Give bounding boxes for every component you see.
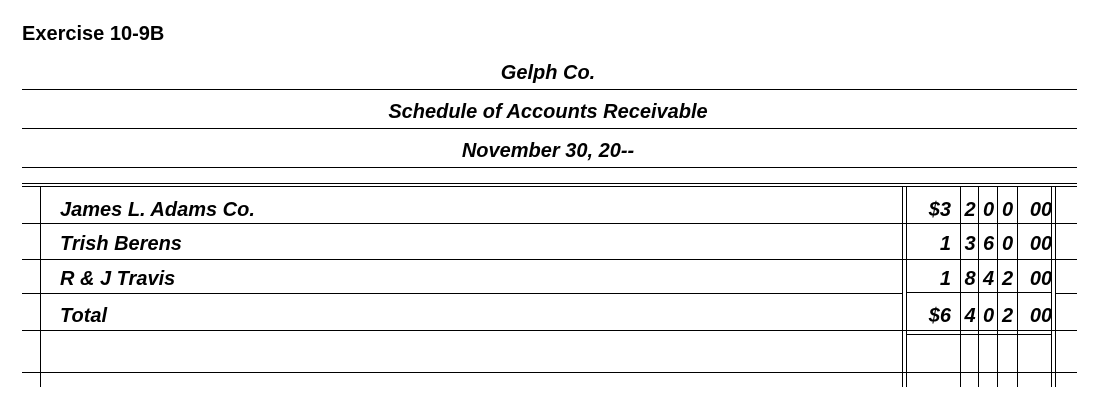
account-name-travis: R & J Travis xyxy=(60,268,176,290)
amount-digit: 8 xyxy=(964,268,976,290)
table-top-rule xyxy=(22,183,1077,187)
row-rule-2 xyxy=(22,259,1077,260)
heading-rule-1 xyxy=(22,89,1077,90)
total-double-underline xyxy=(906,334,1052,335)
account-name-berens: Trish Berens xyxy=(60,233,182,255)
amount-dollars: 1 xyxy=(939,233,951,255)
amount-travis xyxy=(906,267,1053,291)
amount-digit: 3 xyxy=(964,233,976,255)
amount-digit: 2 xyxy=(1001,268,1014,290)
report-title: Schedule of Accounts Receivable xyxy=(388,101,708,123)
row-rule-5 xyxy=(22,372,1077,373)
amount-cents: 00 xyxy=(1029,268,1053,290)
row-rule-3-right xyxy=(1055,293,1077,294)
row-rule-1 xyxy=(22,223,1077,224)
amount-digit: 0 xyxy=(1001,199,1014,221)
amount-dollars: $3 xyxy=(928,199,951,221)
amount-digit: 0 xyxy=(982,199,995,221)
left-margin-line xyxy=(40,187,41,387)
amount-digit: 6 xyxy=(982,233,995,255)
row-rule-3-left xyxy=(22,293,902,294)
row-rule-3-single-underline xyxy=(906,292,1052,293)
heading-rule-3 xyxy=(22,167,1077,168)
account-name-adams: James L. Adams Co. xyxy=(60,199,255,221)
amount-digit: 2 xyxy=(1001,305,1014,327)
total-label: Total xyxy=(60,305,108,327)
amount-digit: 0 xyxy=(1001,233,1014,255)
amount-column-left-line-1 xyxy=(902,187,903,387)
amount-total xyxy=(906,304,1053,328)
exercise-title: Exercise 10-9B xyxy=(22,23,165,45)
amount-digit: 0 xyxy=(982,305,995,327)
amount-digit: 4 xyxy=(964,305,976,327)
amount-cents: 00 xyxy=(1029,199,1053,221)
amount-cents: 00 xyxy=(1029,305,1053,327)
amount-dollars: 1 xyxy=(939,268,951,290)
amount-cents: 00 xyxy=(1029,233,1053,255)
amount-digit: 4 xyxy=(982,268,995,290)
row-rule-4 xyxy=(22,330,1077,331)
heading-rule-2 xyxy=(22,128,1077,129)
amount-berens xyxy=(906,232,1053,256)
report-date: November 30, 20-- xyxy=(461,140,635,162)
company-name: Gelph Co. xyxy=(500,62,596,84)
amount-digit: 2 xyxy=(964,199,976,221)
amount-dollars: $6 xyxy=(928,305,951,327)
amount-adams xyxy=(906,198,1053,222)
